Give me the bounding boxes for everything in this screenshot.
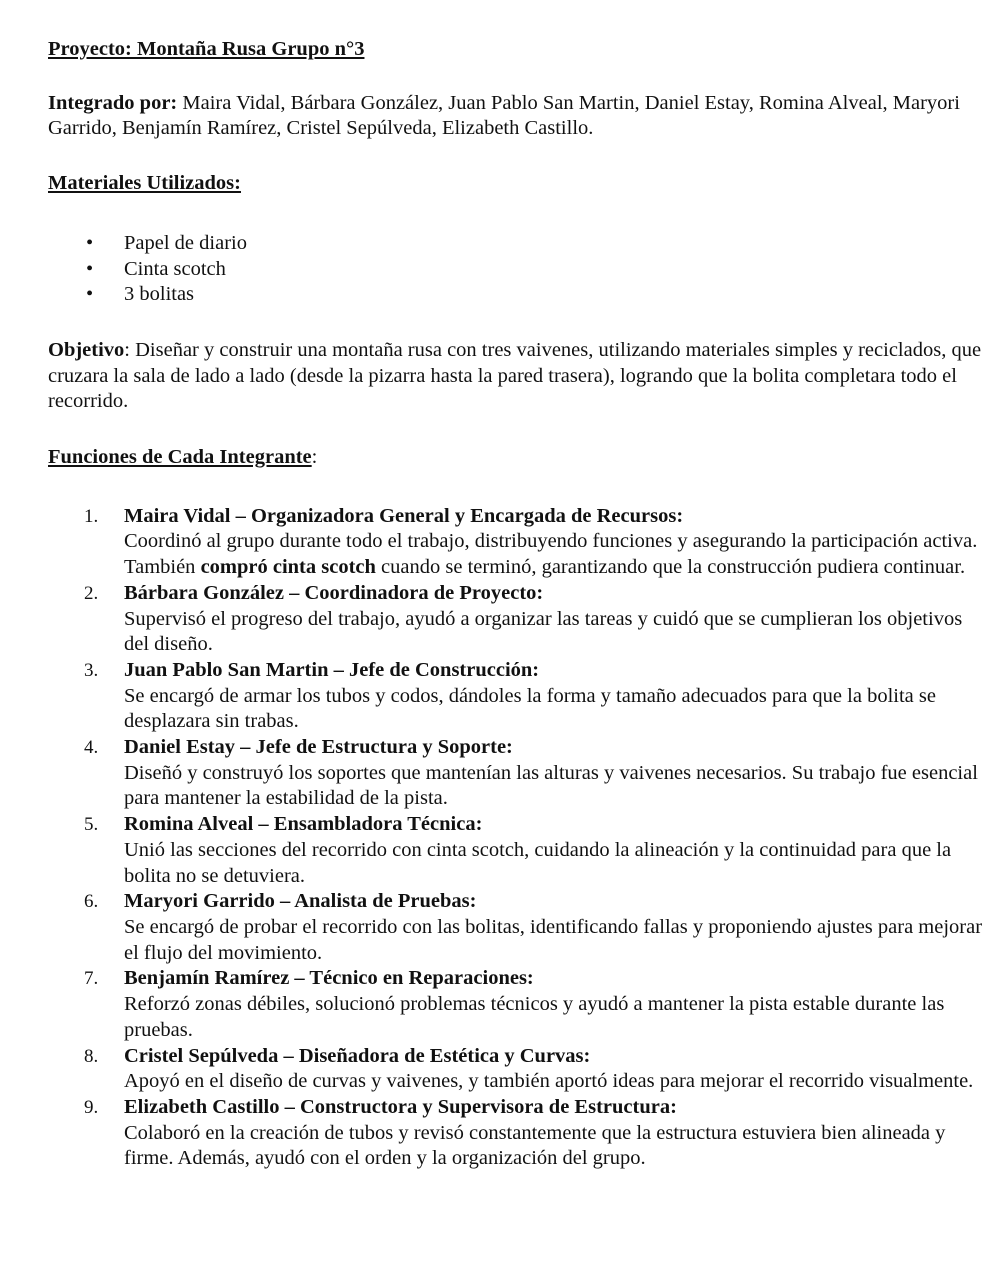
members-text: Maira Vidal, Bárbara González, Juan Pablo San Martin, Daniel Estay, Romina Alveal, Maryori Garrido, Benjamín Ramírez, Cristel Sepúlveda, Elizabeth Castillo. (48, 91, 960, 140)
bullet-icon: • (86, 283, 94, 306)
document-title: Proyecto: Montaña Rusa Grupo n°3 (48, 38, 365, 60)
item-number: 1. (84, 505, 99, 527)
materials-heading: Materiales Utilizados: (48, 172, 241, 195)
role-description: Reforzó zonas débiles, solucionó problemas técnicos y ayudó a mantener la pista estable durante las pruebas. (124, 993, 945, 1041)
role-heading: Bárbara González – Coordinadora de Proyecto: (124, 581, 544, 604)
list-item (48, 735, 983, 812)
bullet-icon: • (86, 231, 94, 254)
role-heading: Elizabeth Castillo – Constructora y Supervisora de Estructura: (124, 1095, 677, 1118)
material-text: 3 bolitas (124, 283, 195, 306)
role-heading: Maryori Garrido – Analista de Pruebas: (124, 890, 477, 913)
roles-list (48, 504, 983, 1172)
item-number: 2. (84, 582, 99, 604)
item-number: 7. (84, 968, 99, 990)
role-heading: Daniel Estay – Jefe de Estructura y Soporte: (124, 736, 513, 759)
role-description-part: Coordinó al grupo durante todo el trabajo, distribuyendo funciones y asegurando la participación activa. También (124, 530, 978, 579)
role-description: Unió las secciones del recorrido con cinta scotch, cuidando la alineación y la continuidad para que la bolita no se detuviera. (124, 838, 952, 887)
item-number: 9. (84, 1096, 99, 1118)
role-description (124, 529, 983, 580)
role-heading: Maira Vidal – Organizadora General y Encargada de Recursos: (124, 504, 684, 527)
list-item (48, 257, 983, 283)
role-description: Colaboró en la creación de tubos y revisó constantemente que la estructura estuviera bien alineada y firme. Además, ayudó con el orden y la organización del grupo. (124, 1121, 946, 1170)
members-paragraph (48, 91, 983, 142)
objective-text: : Diseñar y construir una montaña rusa con tres vaivenes, utilizando materiales simples y reciclados, que cruzara la sala de lado a lado (desde la pizarra hasta la pared trasera), logrando que la bolita completara todo el recorrido. (48, 338, 982, 413)
bullet-icon: • (86, 257, 94, 280)
role-description: Apoyó en el diseño de curvas y vaivenes, y también aportó ideas para mejorar el recorrido visualmente. (124, 1070, 974, 1093)
role-heading: Benjamín Ramírez – Técnico en Reparaciones: (124, 967, 534, 990)
roles-heading-text: Funciones de Cada Integrante (48, 446, 312, 469)
document-page (48, 37, 983, 1172)
objective-label: Objetivo (48, 338, 125, 361)
materials-list (48, 231, 983, 308)
list-item (48, 282, 983, 308)
roles-heading-colon: : (311, 446, 318, 469)
list-item (48, 658, 983, 735)
role-heading: Juan Pablo San Martin – Jefe de Construcción: (124, 658, 540, 681)
item-number: 6. (84, 891, 99, 913)
list-item (48, 889, 983, 966)
role-heading: Cristel Sepúlveda – Diseñadora de Estética y Curvas: (124, 1044, 591, 1067)
role-description: Se encargó de armar los tubos y codos, dándoles la forma y tamaño adecuados para que la bolita se desplazara sin trabas. (124, 684, 936, 733)
material-text: Papel de diario (124, 231, 247, 254)
item-number: 8. (84, 1045, 99, 1067)
roles-heading (48, 445, 983, 471)
role-description-part: cuando se terminó, garantizando que la construcción pudiera continuar. (375, 556, 966, 579)
list-item (48, 581, 983, 658)
members-label: Integrado por: (48, 91, 178, 114)
role-description: Diseñó y construyó los soportes que mantenían las alturas y vaivenes necesarios. Su trabajo fue esencial para mantener la estabilidad de la pista. (124, 761, 978, 810)
role-description: Se encargó de probar el recorrido con las bolitas, identificando fallas y proponiendo ajustes para mejorar el flujo del movimiento. (124, 915, 983, 964)
list-item (48, 1044, 983, 1095)
item-number: 5. (84, 814, 99, 836)
item-number: 3. (84, 659, 99, 681)
role-description-highlight: compró cinta scotch (200, 556, 376, 579)
list-item (48, 231, 983, 257)
role-description: Supervisó el progreso del trabajo, ayudó a organizar las tareas y cuidó que se cumplieran los objetivos del diseño. (124, 607, 963, 656)
list-item (48, 812, 983, 889)
list-item (48, 966, 983, 1043)
list-item (48, 1095, 983, 1172)
material-text: Cinta scotch (124, 257, 226, 280)
list-item (48, 504, 983, 581)
role-heading: Romina Alveal – Ensambladora Técnica: (124, 813, 483, 836)
objective-paragraph (48, 338, 983, 415)
item-number: 4. (84, 737, 99, 759)
